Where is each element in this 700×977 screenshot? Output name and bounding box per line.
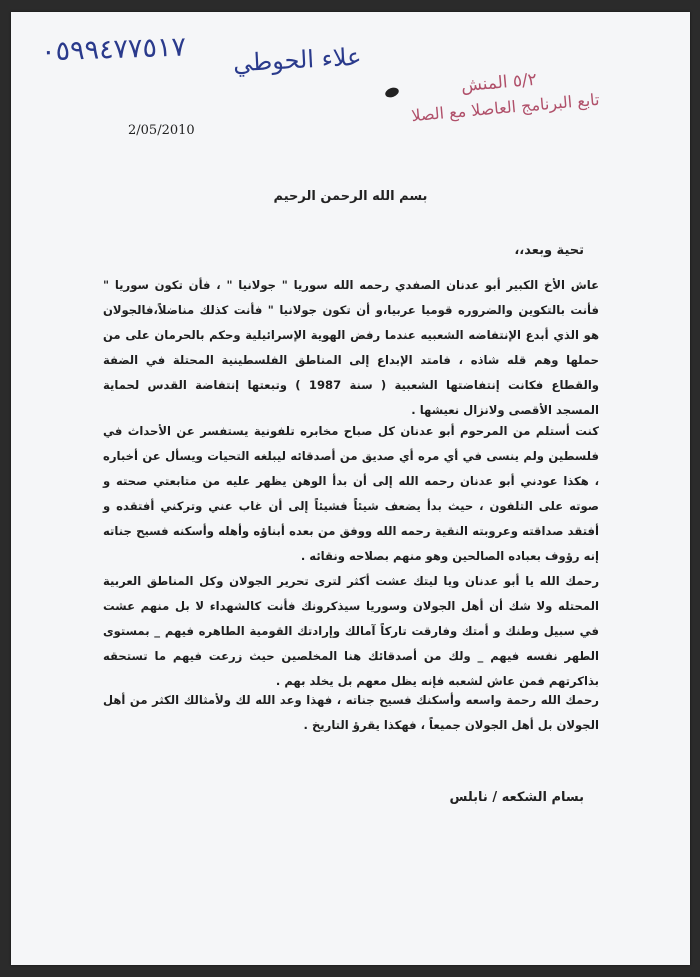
signature: بسام الشكعه / نابلس (449, 790, 584, 805)
handwritten-note-line-2: تابع البرنامج العاصلا مع الصلا (410, 89, 601, 126)
paragraph-2: كنت أستلم من المرحوم أبو عدنان كل صباح مخابره تلفونية يستفسر عن الأحداث في فلسطين ولم ينسى في أي مره أي صديق من أصدقائه ليبلغه التحيات ويسأل عن أخباره ، هكذا عودني أبو عدنان رحمه الله إلى أن بدأ الوهن يظهر عليه من متابعتي صحته و صوته على التلفون ، حيث بدأ يضعف شيئاً فشيئاً إلى أن غاب عني وتركني أفتقده و أفتقد صداقته وعروبته النقية رحمه الله ووفق من بعده أبناؤه وأهله وأسكنه فسيح جناته إنه رؤوف بعباده الصالحين وهو منهم بصلاحه ونقائه . (103, 424, 599, 563)
paragraph-1: عاش الأخ الكبير أبو عدنان الصفدي رحمه الله سوريا " جولانيا " ، فأن تكون سوريا " فأنت بالتكوين والضروره قوميا عربيا،و أن تكون جولانيا " فأنت كذلك مناضلاً،فالجولان هو الذي أبدع الإنتفاضه الشعبيه عندما رفض الهوية الإسرائيلية وحكم بالحرمان على من حملها وهم قله شاذه ، فامتد الإبداع إلى المناطق الفلسطينية المحتلة في الضفة والقطاع فكانت إنتفاضتها الشعبية ( سنة 1987 ) وتبعتها إنتفاضة القدس لحماية المسجد الأقصى ولانزال نعيشها . (103, 278, 600, 417)
letter-date: 2/05/2010 (128, 123, 195, 138)
handwritten-note-line-1: ٥/٢ المنش (460, 69, 538, 97)
handwritten-name: علاء الحوطي (232, 42, 363, 78)
basmala-heading: بسم الله الرحمن الرحيم (273, 189, 428, 204)
ink-blot (384, 86, 400, 99)
paragraph-4: رحمك الله رحمة واسعه وأسكنك فسيح جناته ، فهذا وعد الله لك ولأمثالك الكثر من أهل الجولان بل أهل الجولان جميعاً ، فهكذا يقرؤ التاريخ . (103, 693, 599, 732)
handwritten-phone-number: ٠٥٩٩٤٧٧٥١٧ (40, 31, 187, 68)
letter-page (11, 12, 690, 965)
paragraph-3: رحمك الله يا أبو عدنان ويا ليتك عشت أكثر لترى تحرير الجولان وكل المناطق العربية المحتله ولا شك أن أهل الجولان وسوريا سيذكرونك فأنت كالشهداء لا بل منهم عشت في سبيل وطنك و أمتك وفارقت تاركاً آمالك وإرادتك القومية الطاهره فيهم _ بمستوى الطهر نفسه فيهم _ ولك من أصدقائك هنا المخلصين حيث زرعت فيهم ما تستحقه بذاكرتهم فمن عاش لشعبه فإنه يظل معهم بل يخلد بهم . (103, 574, 599, 688)
greeting: تحية وبعد،، (514, 243, 584, 258)
